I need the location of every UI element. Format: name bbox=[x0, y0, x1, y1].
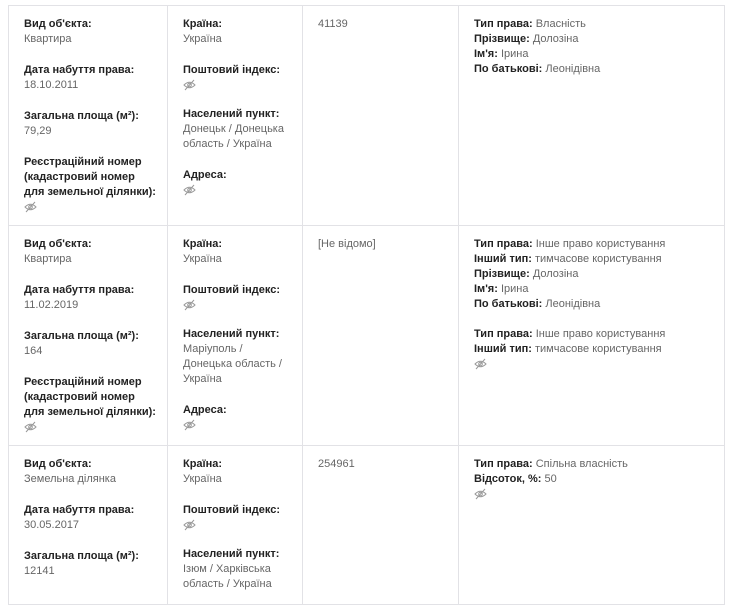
field-label: Дата набуття права: bbox=[24, 284, 135, 296]
field-value: Долозіна bbox=[532, 33, 579, 45]
field-label: Вид об'єкта: bbox=[24, 18, 92, 30]
field-value: Ірина bbox=[500, 48, 529, 60]
field-value: Квартира bbox=[24, 253, 72, 265]
field-value: 11.02.2019 bbox=[24, 299, 79, 311]
object-field bbox=[24, 457, 157, 487]
field-value: Власність bbox=[535, 18, 586, 30]
field-label: Вид об'єкта: bbox=[24, 458, 92, 470]
field-value: Україна bbox=[183, 33, 222, 45]
location-field bbox=[183, 283, 292, 311]
field-label: Інший тип: bbox=[474, 343, 532, 355]
field-value: Леонідівна bbox=[545, 63, 601, 75]
owner-field bbox=[474, 472, 714, 487]
location-field bbox=[183, 457, 292, 487]
field-label: Адреса: bbox=[183, 404, 227, 416]
field-value: Україна bbox=[183, 473, 222, 485]
field-label: Ім'я: bbox=[474, 283, 498, 295]
eye-slash-icon bbox=[183, 79, 292, 91]
object-field bbox=[24, 155, 157, 213]
object-cell bbox=[9, 6, 168, 226]
field-label: Інший тип: bbox=[474, 253, 532, 265]
object-field bbox=[24, 503, 157, 533]
field-label: Країна: bbox=[183, 18, 223, 30]
owners-cell bbox=[459, 226, 725, 446]
field-value: Ірина bbox=[500, 283, 529, 295]
location-field bbox=[183, 168, 292, 196]
field-label: Країна: bbox=[183, 458, 223, 470]
table-row bbox=[9, 226, 725, 446]
field-label: Загальна площа (м²): bbox=[24, 110, 139, 122]
field-label: Населений пункт: bbox=[183, 328, 280, 340]
field-label: Загальна площа (м²): bbox=[24, 330, 139, 342]
location-field bbox=[183, 547, 292, 592]
object-field bbox=[24, 549, 157, 579]
owner-block bbox=[474, 17, 714, 77]
cost-value: 254961 bbox=[318, 458, 355, 470]
field-value: Квартира bbox=[24, 33, 72, 45]
location-cell bbox=[168, 226, 303, 446]
location-field bbox=[183, 327, 292, 387]
eye-slash-icon bbox=[24, 201, 157, 213]
owner-field bbox=[474, 62, 714, 77]
owner-field bbox=[474, 252, 714, 267]
field-value: 12141 bbox=[24, 565, 55, 577]
field-label: По батькові: bbox=[474, 298, 543, 310]
field-label: Ім'я: bbox=[474, 48, 498, 60]
field-label: Відсоток, %: bbox=[474, 473, 542, 485]
field-label: По батькові: bbox=[474, 63, 543, 75]
cost-cell bbox=[303, 446, 459, 605]
field-value: Інше право користування bbox=[535, 328, 666, 340]
field-value: Спільна власність bbox=[535, 458, 628, 470]
property-table bbox=[8, 5, 725, 605]
field-value: тимчасове користування bbox=[534, 343, 662, 355]
object-cell bbox=[9, 446, 168, 605]
cost-cell bbox=[303, 226, 459, 446]
cost-value: [Не відомо] bbox=[318, 238, 376, 250]
field-label: Тип права: bbox=[474, 328, 533, 340]
owner-field bbox=[474, 282, 714, 297]
field-label: Дата набуття права: bbox=[24, 64, 135, 76]
owner-field bbox=[474, 342, 714, 357]
location-field bbox=[183, 503, 292, 531]
field-value: 79,29 bbox=[24, 125, 52, 137]
owner-block bbox=[474, 327, 714, 370]
field-label: Поштовий індекс: bbox=[183, 284, 281, 296]
field-label: Адреса: bbox=[183, 169, 227, 181]
location-field bbox=[183, 403, 292, 431]
field-label: Прізвище: bbox=[474, 33, 530, 45]
field-value: Земельна ділянка bbox=[24, 473, 116, 485]
object-field bbox=[24, 329, 157, 359]
field-label: Тип права: bbox=[474, 238, 533, 250]
object-field bbox=[24, 17, 157, 47]
eye-slash-icon bbox=[183, 419, 292, 431]
field-value: 50 bbox=[544, 473, 557, 485]
object-cell bbox=[9, 226, 168, 446]
owner-field bbox=[474, 267, 714, 282]
object-field bbox=[24, 109, 157, 139]
field-value: Маріуполь / Донецька область / Україна bbox=[183, 343, 282, 385]
eye-slash-icon bbox=[183, 299, 292, 311]
field-label: Вид об'єкта: bbox=[24, 238, 92, 250]
owner-field bbox=[474, 237, 714, 252]
field-value: Леонідівна bbox=[545, 298, 601, 310]
field-label: Поштовий індекс: bbox=[183, 504, 281, 516]
field-label: Загальна площа (м²): bbox=[24, 550, 139, 562]
field-label: Країна: bbox=[183, 238, 223, 250]
owner-field bbox=[474, 17, 714, 32]
eye-slash-icon bbox=[24, 421, 157, 433]
location-cell bbox=[168, 6, 303, 226]
field-label: Населений пункт: bbox=[183, 108, 280, 120]
table-row bbox=[9, 446, 725, 605]
location-field bbox=[183, 63, 292, 91]
cost-cell bbox=[303, 6, 459, 226]
field-label: Дата набуття права: bbox=[24, 504, 135, 516]
field-label: Прізвище: bbox=[474, 268, 530, 280]
field-value: 18.10.2011 bbox=[24, 79, 79, 91]
table-row bbox=[9, 6, 725, 226]
object-field bbox=[24, 375, 157, 433]
field-value: Ізюм / Харківська область / Україна bbox=[183, 563, 272, 590]
field-value: 30.05.2017 bbox=[24, 519, 80, 531]
field-label: Населений пункт: bbox=[183, 548, 280, 560]
field-value: Україна bbox=[183, 253, 222, 265]
location-field bbox=[183, 17, 292, 47]
owner-field bbox=[474, 297, 714, 312]
field-value: тимчасове користування bbox=[534, 253, 662, 265]
eye-slash-icon bbox=[183, 184, 292, 196]
owner-block bbox=[474, 457, 714, 500]
owner-field bbox=[474, 327, 714, 342]
owner-field bbox=[474, 32, 714, 47]
eye-slash-icon bbox=[183, 519, 292, 531]
field-label: Реєстраційний номер (кадастровий номер для земельної ділянки): bbox=[24, 376, 156, 418]
field-value: Інше право користування bbox=[535, 238, 666, 250]
field-value: 164 bbox=[24, 345, 43, 357]
cost-value: 41139 bbox=[318, 18, 348, 30]
owner-field bbox=[474, 47, 714, 62]
owners-cell bbox=[459, 446, 725, 605]
owner-field bbox=[474, 457, 714, 472]
field-label: Реєстраційний номер (кадастровий номер для земельної ділянки): bbox=[24, 156, 156, 198]
location-cell bbox=[168, 446, 303, 605]
field-value: Донецьк / Донецька область / Україна bbox=[183, 123, 284, 150]
eye-slash-icon bbox=[474, 358, 714, 370]
object-field bbox=[24, 283, 157, 313]
field-value: Долозіна bbox=[532, 268, 579, 280]
owner-block bbox=[474, 237, 714, 312]
field-label: Тип права: bbox=[474, 458, 533, 470]
field-label: Поштовий індекс: bbox=[183, 64, 281, 76]
location-field bbox=[183, 107, 292, 152]
object-field bbox=[24, 63, 157, 93]
owners-cell bbox=[459, 6, 725, 226]
object-field bbox=[24, 237, 157, 267]
location-field bbox=[183, 237, 292, 267]
eye-slash-icon bbox=[474, 488, 714, 500]
field-label: Тип права: bbox=[474, 18, 533, 30]
